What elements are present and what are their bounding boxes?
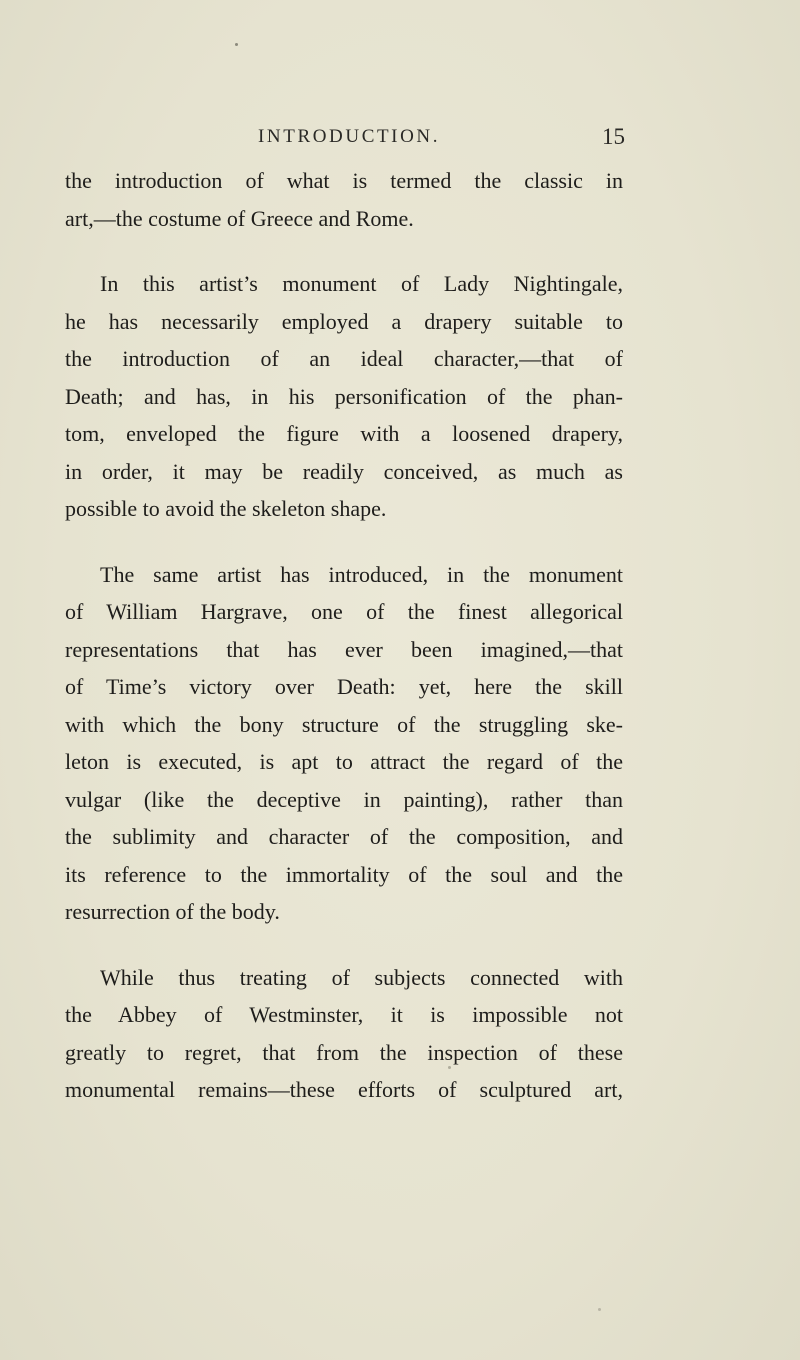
paragraph-3 bbox=[65, 556, 623, 931]
paragraph-2 bbox=[65, 265, 623, 528]
text-line: resurrection of the body. bbox=[65, 899, 280, 924]
text-line: The same artist has introduced, in the monument bbox=[100, 561, 623, 587]
text-line: vulgar (like the deceptive in painting), rather than bbox=[65, 786, 623, 812]
paper-speck bbox=[448, 1066, 451, 1069]
text-line: the introduction of what is termed the classic in bbox=[65, 168, 623, 193]
text-line: art,—the costume of Greece and Rome. bbox=[65, 205, 414, 231]
text-line: in order, it may be readily conceived, as much as bbox=[65, 458, 623, 484]
text-line: tom, enveloped the figure with a loosened drapery, bbox=[65, 421, 623, 446]
text-line: its reference to the immortality of the soul and the bbox=[65, 861, 623, 887]
paper-speck bbox=[598, 1308, 601, 1311]
paper-speck bbox=[235, 43, 238, 46]
text-line: the introduction of an ideal character,—that of bbox=[65, 346, 623, 371]
text-line: the Abbey of Westminster, it is impossible not bbox=[65, 1002, 623, 1027]
text-line: with which the bony structure of the struggling ske- bbox=[65, 711, 623, 737]
text-line: leton is executed, is apt to attract the regard of the bbox=[65, 749, 623, 774]
body-text bbox=[65, 162, 623, 1109]
page-number: 15 bbox=[602, 124, 625, 149]
running-head-title: INTRODUCTION. bbox=[258, 126, 441, 147]
paragraph-4 bbox=[65, 959, 623, 1109]
text-line: Death; and has, in his personification of the phan- bbox=[65, 383, 623, 409]
paragraph-1 bbox=[65, 162, 623, 237]
running-head bbox=[0, 126, 800, 166]
text-line: greatly to regret, that from the inspection of these bbox=[65, 1039, 623, 1065]
text-line: possible to avoid the skeleton shape. bbox=[65, 496, 387, 521]
text-line: While thus treating of subjects connected with bbox=[100, 964, 623, 990]
text-line: the sublimity and character of the composition, and bbox=[65, 824, 623, 849]
text-line: he has necessarily employed a drapery suitable to bbox=[65, 308, 623, 334]
text-line: of William Hargrave, one of the finest allegorical bbox=[65, 599, 623, 624]
text-line: of Time’s victory over Death: yet, here the skill bbox=[65, 674, 623, 699]
text-line: In this artist’s monument of Lady Nightingale, bbox=[100, 271, 623, 296]
text-line: representations that has ever been imagined,—that bbox=[65, 636, 623, 662]
text-line: monumental remains—these efforts of sculptured art, bbox=[65, 1077, 623, 1102]
